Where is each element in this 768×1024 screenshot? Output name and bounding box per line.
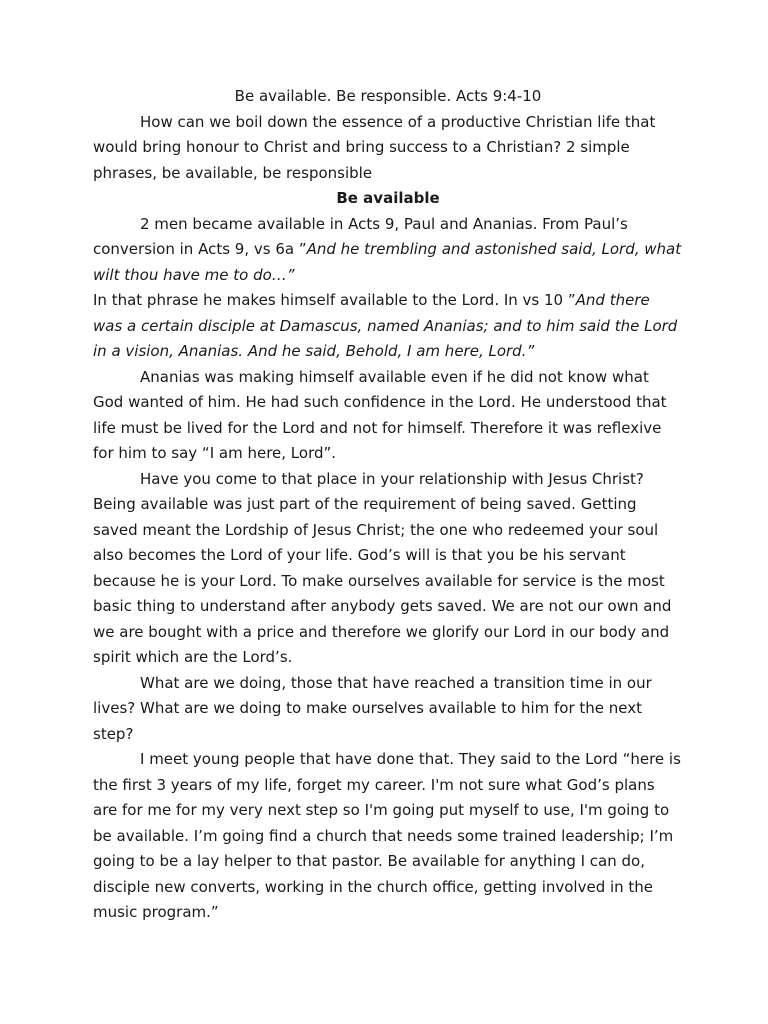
paragraph-ananias <box>93 288 683 365</box>
paragraph-paul <box>93 212 683 289</box>
paragraph-ananias-text: In that phrase he makes himself available to the Lord. In vs 10 ” <box>93 291 576 309</box>
document-page <box>93 84 683 926</box>
section-heading: Be available <box>336 189 440 207</box>
paragraph-paul-text: 2 men became available in Acts 9, Paul and Ananias. From Paul’s conversion in Acts 9, vs 6a ” <box>93 214 628 258</box>
paragraph-relationship: Have you come to that place in your relationship with Jesus Christ? Being available was just part of the requirement of being saved. Getting saved meant the Lordship of Jesus Christ; the one who redeemed your soul also becomes the Lord of your life. God’s will is that you be his servant because he is your Lord. To make ourselves available for service is the most basic thing to understand after anybody gets saved. We are not our own and we are bought with a price and therefore we glorify our Lord in our body and spirit which are the Lord’s. <box>93 469 672 666</box>
document-title: Be available. Be responsible. Acts 9:4-10 <box>234 87 542 105</box>
paragraph-ananias-available: Ananias was making himself available even if he did not know what God wanted of him. He had such confidence in the Lord. He understood that life must be lived for the Lord and not for himself. Therefore it was reflexive for him to say “I am here, Lord”. <box>93 367 667 462</box>
intro-paragraph: How can we boil down the essence of a productive Christian life that would bring honour to Christ and bring success to a Christian? 2 simple phrases, be available, be responsible <box>93 112 656 182</box>
paragraph-young-people: I meet young people that have done that. They said to the Lord “here is the first 3 years of my life, forget my career. I'm not sure what God’s plans are for me for my very next step so I'm going put myself to use, I'm going to be available. I’m going find a church that needs some trained leadership; I’m going to be a lay helper to that pastor. Be available for anything I can do, disciple new converts, working in the church office, getting involved in the music program.” <box>93 750 681 921</box>
paragraph-transition: What are we doing, those that have reached a transition time in our lives? What are we doing to make ourselves available to him for the next step? <box>93 673 652 743</box>
paragraph-ananias-quote: And there was a certain disciple at Damascus, named Ananias; and to him said the Lord in a vision, Ananias. And he said, Behold, I am here, Lord.” <box>93 291 678 360</box>
paragraph-paul-quote: And he trembling and astonished said, Lord, what wilt thou have me to do…” <box>93 240 682 284</box>
